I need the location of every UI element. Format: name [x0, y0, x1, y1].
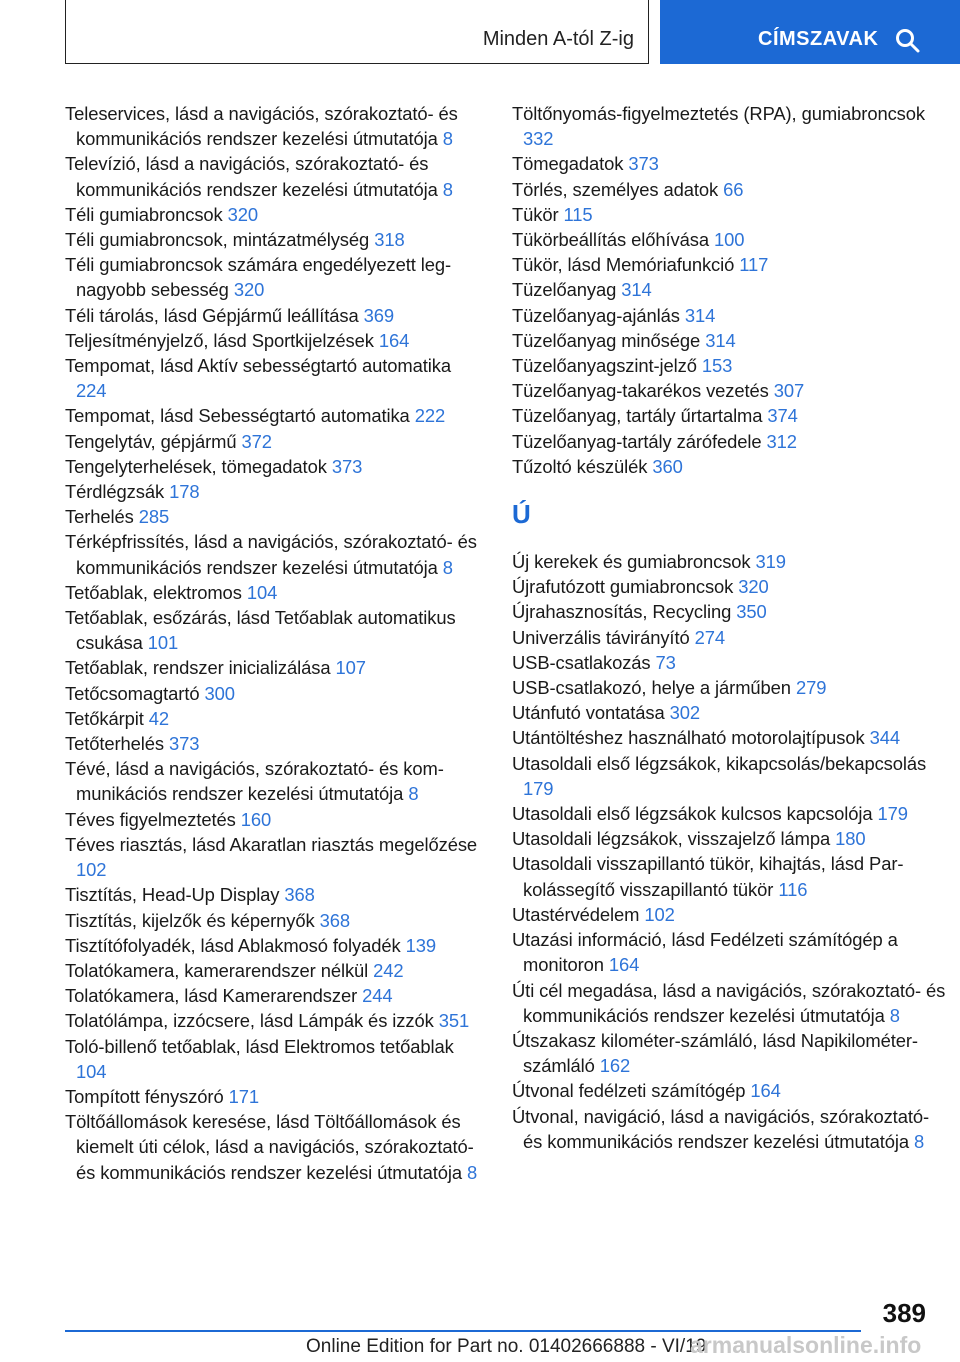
entry-text: Tömegadatok [512, 153, 624, 175]
index-entry [512, 675, 952, 700]
index-entry [512, 227, 952, 252]
page-reference-link[interactable]: 242 [373, 959, 404, 981]
index-entry [65, 731, 485, 756]
page-reference-link[interactable]: 102 [76, 859, 107, 881]
entry-text: Útszakasz kilométer-számláló, lásd Napikilométer-számláló [512, 1029, 918, 1077]
entry-text: Utánfutó vontatása [512, 702, 665, 724]
entry-text: Térképfrissítés, lásd a navigációs, szórakoztató- és kommunikációs rendszer kezelési útmutatója [65, 531, 477, 578]
entry-text: Tisztítófolyadék, lásd Ablakmosó folyadék [65, 934, 401, 956]
index-entry [512, 1078, 952, 1103]
index-entry [65, 681, 485, 706]
page-reference-link[interactable]: 368 [284, 884, 315, 906]
page-reference-link[interactable]: 164 [608, 954, 640, 976]
entry-text: Tetőterhelés [65, 733, 164, 755]
entry-text: Tolatókamera, lásd Kamerarendszer [65, 985, 358, 1007]
index-entry [65, 101, 485, 151]
index-entry [512, 1104, 952, 1154]
section-header [65, 0, 649, 64]
index-entry [65, 706, 485, 731]
index-entry [512, 751, 952, 801]
index-entry [512, 151, 952, 176]
index-entry [65, 958, 485, 983]
entry-text: Tükör [512, 203, 559, 225]
page-reference-link[interactable]: 314 [705, 329, 736, 351]
page-reference-link[interactable]: 164 [378, 329, 410, 351]
page-reference-link[interactable]: 107 [335, 657, 366, 679]
index-entry [65, 1109, 485, 1185]
index-entry [65, 252, 485, 302]
entry-text: USB-csatlakozás [512, 651, 651, 673]
index-entry [65, 303, 485, 328]
entry-text: Utasoldali első légzsákok kulcsos kapcsolója [512, 803, 873, 825]
page-reference-link[interactable]: 8 [408, 783, 419, 805]
entry-text: Teljesítményjelző, lásd Sportkijelzések [65, 329, 374, 351]
index-entry [65, 403, 485, 428]
index-group-t [512, 101, 952, 479]
entry-text: Toló-billenő tetőablak, lásd Elektromos tetőablak [65, 1035, 454, 1057]
index-entry [65, 933, 485, 958]
page-reference-link[interactable]: 73 [655, 651, 676, 673]
page-reference-link[interactable]: 153 [701, 355, 733, 377]
entry-text: Úti cél megadása, lásd a navigációs, szórakoztató- és kommunikációs rendszer kezelési útmutatója [512, 979, 946, 1026]
page-reference-link[interactable]: 8 [889, 1004, 900, 1026]
index-entry [65, 227, 485, 252]
page-reference-link[interactable]: 373 [628, 153, 659, 175]
page-reference-link[interactable]: 104 [76, 1060, 107, 1082]
page-reference-link[interactable]: 344 [869, 727, 900, 749]
entry-text: Tévé, lásd a navigációs, szórakoztató- és kommunikációs rendszer kezelési útmutatója [65, 758, 444, 805]
page-reference-link[interactable]: 369 [363, 304, 395, 326]
index-entry [512, 978, 952, 1028]
entry-text: Tetőcsomagtartó [65, 682, 200, 704]
page-reference-link[interactable]: 351 [438, 1010, 470, 1032]
index-group-u [512, 549, 952, 1154]
page-reference-link[interactable]: 164 [750, 1080, 781, 1102]
page-reference-link[interactable]: 320 [738, 576, 769, 598]
page-reference-link[interactable]: 312 [766, 430, 797, 452]
index-entry [65, 1008, 485, 1033]
entry-text: Útvonal, navigáció, lásd a navigációs, szórakoztató- és kommunikációs rendszer kezelési útmutatója [512, 1105, 929, 1152]
page-reference-link[interactable]: 372 [241, 430, 272, 452]
page-reference-link[interactable]: 300 [204, 682, 235, 704]
index-entry [512, 1028, 952, 1078]
index-entry [512, 378, 952, 403]
entry-text: USB-csatlakozó, helye a járműben [512, 677, 791, 699]
index-column-left [65, 101, 485, 1185]
index-entry [512, 927, 952, 977]
page-reference-link[interactable]: 302 [669, 702, 700, 724]
page-reference-link[interactable]: 314 [621, 279, 652, 301]
page-reference-link[interactable]: 244 [362, 985, 393, 1007]
index-column-right [512, 101, 952, 1154]
entry-text: Tüzelőanyag, tartály űrtartalma [512, 405, 763, 427]
entry-text: Utántöltéshez használható motorolajtípusok [512, 727, 865, 749]
page-reference-link[interactable]: 360 [652, 455, 683, 477]
page-reference-link[interactable]: 115 [563, 203, 593, 225]
page-reference-link[interactable]: 274 [694, 626, 725, 648]
page-reference-link[interactable]: 116 [778, 878, 808, 900]
entry-text: Tetőablak, elektromos [65, 581, 242, 603]
page-reference-link[interactable]: 178 [169, 481, 200, 503]
index-entry [65, 353, 485, 403]
page-reference-link[interactable]: 180 [835, 828, 866, 850]
entry-text: Teleservices, lásd a navigációs, szórakoztató- és kommunikációs rendszer kezelési útmutatója [65, 103, 458, 150]
search-icon[interactable] [895, 28, 921, 54]
index-entry [512, 202, 952, 227]
page-reference-link[interactable]: 373 [169, 733, 200, 755]
index-entry [512, 303, 952, 328]
index-entry [512, 454, 952, 479]
entry-text: Töltőállomások keresése, lásd Töltőállomások és kiemelt úti célok, lásd a navigációs, szórakoztató- és kommunikációs rendszer kezelési útmutatója [65, 1111, 474, 1183]
index-entry [65, 882, 485, 907]
index-entry [65, 1034, 485, 1084]
index-entry [65, 454, 485, 479]
page-reference-link[interactable]: 373 [331, 455, 363, 477]
index-entry [512, 403, 952, 428]
entry-text: Utastérvédelem [512, 903, 640, 925]
entry-text: Tükörbeállítás előhívása [512, 229, 709, 251]
page-reference-link[interactable]: 319 [755, 551, 786, 573]
page-reference-link[interactable]: 66 [723, 178, 744, 200]
page-reference-link[interactable]: 117 [739, 254, 769, 276]
index-entry [512, 252, 952, 277]
entry-text: Téli tárolás, lásd Gépjármű leállítása [65, 304, 359, 326]
section-title: Minden A-tól Z-ig [482, 28, 634, 50]
entry-text: Tengelytáv, gépjármű [65, 430, 237, 452]
index-entry [65, 1084, 485, 1109]
index-entry [65, 504, 485, 529]
entry-text: Téli gumiabroncsok számára engedélyezett legnagyobb sebesség [65, 254, 452, 301]
index-entry [65, 807, 485, 832]
page-reference-link[interactable]: 350 [736, 601, 767, 623]
index-entry [65, 908, 485, 933]
index-entry [65, 479, 485, 504]
page-reference-link[interactable]: 104 [246, 581, 278, 603]
page-reference-link[interactable]: 314 [684, 304, 716, 326]
index-entry [65, 429, 485, 454]
page-reference-link[interactable]: 179 [523, 777, 554, 799]
index-entry [65, 151, 485, 201]
page-number: 389 [882, 1298, 926, 1328]
index-entry [512, 277, 952, 302]
index-entry [512, 902, 952, 927]
page-reference-link[interactable]: 171 [228, 1085, 259, 1107]
index-entry [512, 599, 952, 624]
entry-text: Újrafutózott gumiabroncsok [512, 576, 734, 598]
entry-text: Tüzelőanyag [512, 279, 617, 301]
page-reference-link[interactable]: 332 [523, 128, 554, 150]
page-reference-link[interactable]: 320 [233, 279, 265, 301]
entry-text: Terhelés [65, 506, 134, 528]
page-reference-link[interactable]: 8 [442, 178, 453, 200]
page-reference-link[interactable]: 42 [148, 707, 170, 729]
entry-text: Téves riasztás, lásd Akaratlan riasztás megelőzése [65, 833, 478, 855]
index-entry [65, 328, 485, 353]
index-entry [512, 801, 952, 826]
page-reference-link[interactable]: 102 [644, 903, 675, 925]
index-entry [512, 429, 952, 454]
page-reference-link[interactable]: 139 [405, 934, 437, 956]
watermark: armanualsonline.info [690, 1332, 922, 1358]
index-entry [65, 756, 485, 806]
page-reference-link[interactable]: 160 [240, 808, 272, 830]
entry-text: Új kerekek és gumiabroncsok [512, 551, 751, 573]
index-entry [65, 605, 485, 655]
index-entry [512, 625, 952, 650]
page-reference-link[interactable]: 318 [374, 229, 405, 251]
entry-text: Tempomat, lásd Sebességtartó automatika [65, 405, 410, 427]
entry-text: Televízió, lásd a navigációs, szórakoztató- és kommunikációs rendszer kezelési útmutatója [65, 153, 438, 200]
index-entry [512, 328, 952, 353]
entry-text: Utazási információ, lásd Fedélzeti számítógép a monitoron [512, 929, 898, 976]
index-entry [65, 202, 485, 227]
entry-text: Tüzelőanyag-takarékos vezetés [512, 380, 769, 402]
entry-text: Tisztítás, kijelzők és képernyők [65, 909, 315, 931]
index-entry [65, 983, 485, 1008]
entry-text: Tengelyterhelések, tömegadatok [65, 455, 327, 477]
entry-text: Tükör, lásd Memóriafunkció [512, 254, 735, 276]
entry-text: Tüzelőanyag-ajánlás [512, 304, 680, 326]
page-reference-link[interactable]: 179 [877, 803, 908, 825]
page-reference-link[interactable]: 8 [442, 128, 453, 150]
page-reference-link[interactable]: 279 [795, 677, 827, 699]
entry-text: Tompított fényszóró [65, 1085, 224, 1107]
entry-text: Utasoldali visszapillantó tükör, kihajtás, lásd Parkolássegítő visszapillantó tükör [512, 853, 904, 900]
page-reference-link[interactable]: 162 [599, 1055, 631, 1077]
entry-text: Térdlégzsák [65, 481, 165, 503]
entry-text: Téves figyelmeztetés [65, 808, 236, 830]
entry-text: Tetőablak, rendszer inicializálása [65, 657, 331, 679]
entry-text: Téli gumiabroncsok, mintázatmélység [65, 229, 370, 251]
index-entry [512, 101, 952, 151]
entry-text: Töltőnyomás-figyelmeztetés (RPA), gumiabroncsok [512, 103, 925, 124]
index-entry [65, 655, 485, 680]
index-entry [512, 826, 952, 851]
entry-text: Utasoldali első légzsákok, kikapcsolás/bekapcsolás [512, 752, 927, 774]
index-entry [512, 700, 952, 725]
entry-text: Tisztítás, Head-Up Display [65, 884, 280, 906]
index-entry [512, 851, 952, 901]
index-entry [512, 353, 952, 378]
page-reference-link[interactable]: 285 [138, 506, 170, 528]
entry-text: Tetőkárpit [65, 707, 144, 729]
entry-text: Törlés, személyes adatok [512, 178, 719, 200]
section-letter-heading: Ú [512, 499, 531, 530]
index-entry [65, 529, 485, 579]
entry-text: Tűzoltó készülék [512, 455, 648, 477]
keyword-label: CÍMSZAVAK [758, 28, 879, 50]
entry-text: Tempomat, lásd Aktív sebességtartó automatika [65, 355, 451, 377]
entry-text: Útvonal fedélzeti számítógép [512, 1080, 746, 1102]
entry-text: Tüzelőanyagszint-jelző [512, 355, 697, 377]
page-reference-link[interactable]: 8 [442, 556, 453, 578]
edition-note: Online Edition for Part no. 01402666888 - VI/19 [306, 1336, 707, 1357]
entry-text: Tetőablak, esőzárás, lásd Tetőablak automatikus csukása [65, 607, 456, 654]
entry-text: Tüzelőanyag minősége [512, 329, 701, 351]
entry-text: Újrahasznosítás, Recycling [512, 601, 732, 623]
page-reference-link[interactable]: 368 [319, 909, 350, 931]
index-entry [65, 832, 485, 882]
page-reference-link[interactable]: 8 [913, 1130, 925, 1152]
page-reference-link[interactable]: 101 [147, 632, 179, 654]
entry-text: Téli gumiabroncsok [65, 203, 223, 225]
entry-text: Tüzelőanyag-tartály zárófedele [512, 430, 762, 452]
page-reference-link[interactable]: 307 [773, 380, 805, 402]
index-entry [512, 177, 952, 202]
page-reference-link[interactable]: 222 [414, 405, 446, 427]
index-entry [512, 725, 952, 750]
page-reference-link[interactable]: 374 [767, 405, 798, 427]
page-reference-link[interactable]: 100 [713, 229, 745, 251]
entry-text: Tolatólámpa, izzócsere, lásd Lámpák és izzók [65, 1010, 434, 1032]
index-entry [512, 650, 952, 675]
page-reference-link[interactable]: 224 [76, 380, 107, 402]
index-entry [512, 549, 952, 574]
entry-text: Utasoldali légzsákok, visszajelző lámpa [512, 828, 831, 850]
index-entry [65, 580, 485, 605]
page-reference-link[interactable]: 320 [227, 203, 259, 225]
index-entry [512, 574, 952, 599]
entry-text: Tolatókamera, kamerarendszer nélkül [65, 959, 369, 981]
page-reference-link[interactable]: 8 [466, 1161, 478, 1183]
entry-text: Univerzális távirányító [512, 626, 690, 648]
